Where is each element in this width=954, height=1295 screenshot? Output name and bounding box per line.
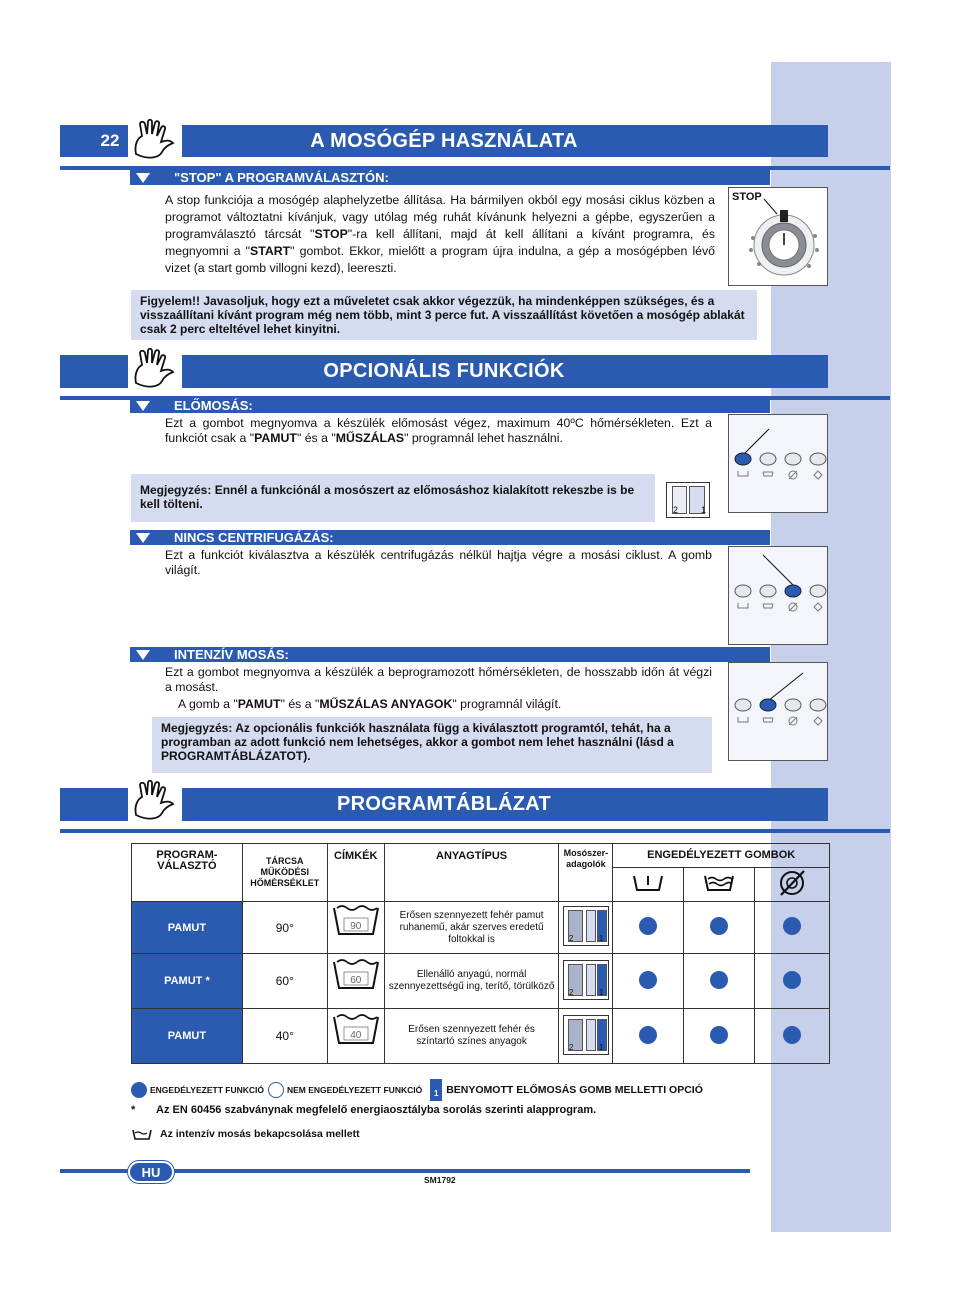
nospin-heading: NINCS CENTRIFUGÁZÁS: — [174, 530, 334, 545]
prewash-option-icon: 1 — [430, 1079, 442, 1101]
stop-heading-bar — [130, 170, 770, 185]
wash-tag-icon — [327, 954, 384, 1009]
detergent-bin — [559, 954, 613, 1009]
triangle-bullet-icon — [136, 173, 150, 183]
intensive-muszalas: MŰSZÁLAS ANYAGOK — [319, 697, 453, 711]
prewash-text-e: " programnál lehet használni. — [404, 431, 563, 445]
prewash-text-c: " és a " — [296, 431, 336, 445]
enabled-dot — [684, 954, 755, 1009]
wash-tag-icon — [327, 1009, 384, 1064]
th-program: PROGRAM- VÁLASZTÓ — [132, 844, 243, 902]
star-mark: * — [131, 1104, 136, 1116]
hand-icon — [128, 116, 182, 164]
options-title: OPCIONÁLIS FUNKCIÓK — [323, 360, 565, 382]
th-temp: TÁRCSA MŰKÖDÉSI HŐMÉRSÉKLET — [242, 844, 327, 902]
enabled-dot — [684, 1009, 755, 1064]
stop-figure — [728, 187, 828, 286]
stop-text-e: " gombot. Ekkor, mielőtt a program újra indulna, a gép a mosógépben lévő vizet (a start gomb villogni kezd), leereszti. — [165, 244, 715, 275]
row-fabric: Erősen szennyezett fehér és színtartó színes anyagok — [384, 1009, 559, 1064]
program-table — [131, 843, 830, 1064]
stop-heading: "STOP" A PROGRAMVÁLASZTÓN: — [174, 170, 389, 185]
prewash-paragraph — [165, 416, 712, 446]
bin-label-2: 2 — [568, 1042, 574, 1052]
prewash-panel-figure — [728, 414, 828, 513]
intensive-tub-icon — [131, 1127, 153, 1141]
enabled-dot — [613, 1009, 684, 1064]
bin-label-1: 1 — [598, 987, 604, 997]
tag-temp: 90 — [350, 921, 362, 932]
prewash-note: Megjegyzés: Ennél a funkciónál a mosószert az előmosáshoz kialakított rekeszbe is be kell tölteni. — [131, 474, 655, 522]
star-note: Az EN 60456 szabványnak megfelelő energiaosztályba sorolás szerinti alapprogram. — [156, 1104, 597, 1116]
stop-note: Figyelem!! Javasoljuk, hogy ezt a műveletet csak akkor végezzük, ha mindenképpen szükséges, és a visszaállítani kívánt program még nem több, mint 3 perce fut. A visszaállítást követően a mosógép ablakát csak 2 perc elteltével lehet kinyitni. — [131, 290, 757, 340]
triangle-bullet-icon — [136, 650, 150, 660]
doc-code: SM1792 — [424, 1175, 456, 1185]
not-enabled-dot-icon — [268, 1082, 284, 1098]
prewash-muszalas: MŰSZÁLAS — [335, 431, 405, 445]
start-word: START — [250, 244, 291, 258]
enabled-dot — [613, 902, 684, 954]
bin-label-1: 1 — [598, 1042, 604, 1052]
wash-tag-icon — [327, 902, 384, 954]
intensive-note: Megjegyzés: Az opcionális funkciók használata függ a kiválasztott programtól, tehát, ha a programban az adott funkció nem lehetséges, akkor a gombot nem lehet használni (lásd a PROGRAMTÁBLÁZATOT). — [152, 717, 712, 773]
legend-intensive — [131, 1127, 360, 1141]
intensive-paragraph-1: Ezt a gombot megnyomva a készülék a beprogramozott hőmérsékleten, de hosszabb időn át végzi a mosást. — [165, 665, 712, 694]
prewash-pamut: PAMUT — [254, 431, 297, 445]
row-fabric: Erősen szennyezett fehér pamut ruhanemű, akár szerves eredetű foltokkal is — [384, 902, 559, 954]
table-rule — [60, 829, 890, 833]
language-badge — [128, 1161, 174, 1183]
row-program: PAMUT — [132, 902, 243, 954]
language-code: HU — [141, 1164, 161, 1180]
page-title: A MOSÓGÉP HASZNÁLATA — [310, 129, 578, 152]
hand-icon — [128, 345, 182, 393]
dial-icon — [729, 188, 827, 285]
bin-label-1: 1 — [598, 934, 604, 943]
detergent-bin — [559, 1009, 613, 1064]
intensive-heading-bar — [130, 647, 770, 662]
enabled-dot — [684, 902, 755, 954]
th-fabric: ANYAGTÍPUS — [384, 844, 559, 902]
bin-label-2: 2 — [568, 987, 574, 997]
th-label: CÍMKÉK — [327, 844, 384, 902]
intensive-paragraph-2 — [178, 696, 712, 713]
bin-label-1: 1 — [701, 505, 707, 515]
triangle-bullet-icon — [136, 401, 150, 411]
stop-text-a: A stop funkciója a mosógép alaphelyzetbe állítása. Ha bármilyen okból egy mosási ciklus közben a programot változtatni kívánjuk, vagy utólag még ruhát kívánunk helyezni a gépbe, egyszerűen a programválasztó tárcsát " — [165, 193, 715, 241]
row-program: PAMUT — [132, 1009, 243, 1064]
th-buttons: ENGEDÉLYEZETT GOMBOK — [613, 844, 830, 868]
prewash-heading-bar — [130, 398, 770, 413]
legend-row — [131, 1079, 751, 1101]
legend-enabled: ENGEDÉLYEZETT FUNKCIÓ — [150, 1085, 264, 1095]
tag-temp: 60 — [350, 974, 362, 986]
prewash-tub-icon — [613, 868, 684, 902]
intensive-legend-note: Az intenzív mosás bekapcsolása mellett — [160, 1128, 360, 1140]
nospin-heading-bar — [130, 530, 770, 545]
intensive-heading: INTENZÍV MOSÁS: — [174, 647, 289, 662]
tag-temp: 40 — [350, 1029, 362, 1041]
enabled-dot — [755, 902, 830, 954]
legend-star — [131, 1104, 596, 1116]
row-temp: 40° — [242, 1009, 327, 1064]
intensive-text-a: A gomb a " — [178, 697, 238, 711]
row-temp: 90° — [242, 902, 327, 954]
bin-label-2: 2 — [673, 505, 679, 515]
hand-icon — [128, 777, 182, 825]
th-detergent: Mosószer- adagolók — [559, 844, 613, 902]
stop-figure-label: STOP — [732, 191, 762, 203]
legend-prewash-option: BENYOMOTT ELŐMOSÁS GOMB MELLETTI OPCIÓ — [446, 1084, 703, 1096]
legend-not-enabled: NEM ENGEDÉLYEZETT FUNKCIÓ — [286, 1085, 423, 1095]
prewash-text-a: Ezt a gombot megnyomva a készülék előmosást végez, maximum 40ºC hőmérsékleten. Ezt a funkciót csak a " — [165, 416, 712, 445]
intensive-pamut: PAMUT — [237, 697, 281, 711]
row-program: PAMUT * — [132, 954, 243, 1009]
triangle-bullet-icon — [136, 533, 150, 543]
detergent-bin — [559, 902, 613, 954]
row-fabric: Ellenálló anyagú, normál szennyezettségű ing, terítő, törülköző — [384, 954, 559, 1009]
page-number: 22 — [100, 131, 120, 150]
bin-label-2: 2 — [568, 934, 574, 943]
intensive-panel-figure — [728, 662, 828, 761]
table-title: PROGRAMTÁBLÁZAT — [336, 793, 552, 815]
enabled-dot — [755, 954, 830, 1009]
stop-word: STOP — [314, 227, 348, 241]
page-number-box — [90, 128, 130, 154]
nospin-panel-figure — [728, 546, 828, 645]
stop-paragraph — [165, 192, 715, 277]
intensive-text-e: " programnál világít. — [452, 697, 562, 711]
prewash-heading: ELŐMOSÁS: — [174, 398, 253, 413]
intensive-tub-icon — [684, 868, 755, 902]
enabled-dot — [755, 1009, 830, 1064]
nospin-paragraph: Ezt a funkciót kiválasztva a készülék centrifugázás nélkül hajtja végre a mosási ciklust. A gomb világít. — [165, 548, 712, 577]
enabled-dot — [613, 954, 684, 1009]
enabled-dot-icon — [131, 1082, 147, 1098]
row-temp: 60° — [242, 954, 327, 1009]
nospin-icon — [755, 868, 830, 902]
stop-text-c: "-ra kell állítani, majd át kell állítani a kívánt programra, és megnyomni a " — [165, 227, 715, 258]
prewash-detergent-bin — [666, 482, 710, 518]
intensive-text-c: " és a " — [280, 697, 320, 711]
